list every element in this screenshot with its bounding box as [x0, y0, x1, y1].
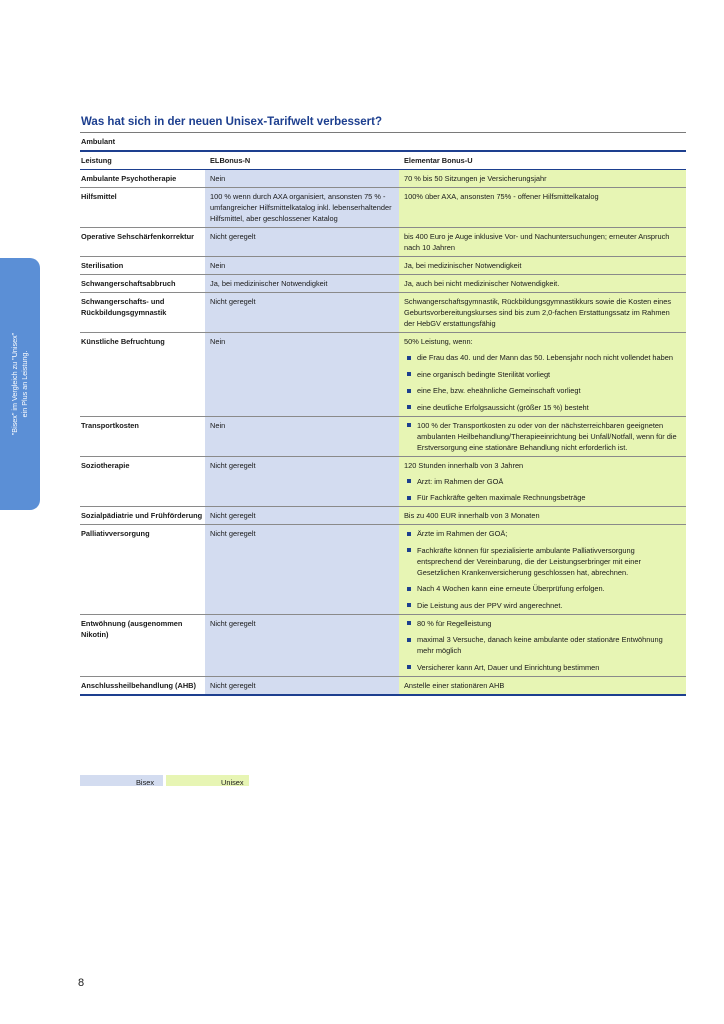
unisex-cell	[399, 333, 686, 416]
unisex-cell	[399, 615, 686, 676]
unisex-lead-text: 50% Leistung, wenn:	[404, 337, 473, 346]
leistung-cell: Ambulante Psychotherapie	[80, 170, 205, 187]
bullet-item: Nach 4 Wochen kann eine erneute Überprüfung erfolgen.	[404, 583, 681, 594]
unisex-bullet-list	[404, 618, 681, 673]
table-row	[80, 677, 686, 696]
bullet-item: maximal 3 Versuche, danach keine ambulante oder stationäre Entwöhnung mehr möglich	[404, 634, 681, 656]
unisex-cell	[399, 525, 686, 614]
legend-label-bisex: Bisex	[136, 778, 155, 787]
table-row	[80, 228, 686, 257]
unisex-bullet-list	[404, 476, 681, 504]
side-tab-line-1: "Bisex" im Vergleich zu "Unisex"	[10, 332, 19, 436]
unisex-cell: Schwangerschaftsgymnastik, Rückbildungsgymnastikkurs sowie die Kosten eines Geburtsvorbereitungskurses sind bis zum 2,0-fachen Erstattungssatz im Rahmen der HebGV erstattungsfähig	[399, 293, 686, 332]
bisex-cell: Nein	[205, 170, 399, 187]
leistung-cell: Sterilisation	[80, 257, 205, 274]
bisex-cell: Nein	[205, 333, 399, 416]
column-header-leistung: Leistung	[80, 152, 205, 169]
page-number: 8	[78, 977, 85, 989]
bisex-cell: Nicht geregelt	[205, 228, 399, 256]
leistung-cell: Schwangerschafts- und Rückbildungsgymnastik	[80, 293, 205, 332]
leistung-cell: Künstliche Befruchtung	[80, 333, 205, 416]
bisex-cell: 100 % wenn durch AXA organisiert, ansonsten 75 % - umfangreicher Hilfsmittelkatalog inkl. lebenserhaltender Hilfsmittel, aber geschlossener Katalog	[205, 188, 399, 227]
bisex-cell: Nicht geregelt	[205, 457, 399, 507]
bisex-cell: Nein	[205, 257, 399, 274]
table-row	[80, 525, 686, 615]
unisex-cell: 100% über AXA, ansonsten 75% - offener Hilfsmittelkatalog	[399, 188, 686, 227]
column-header-unisex: Elementar Bonus-U	[399, 152, 686, 169]
leistung-cell: Transportkosten	[80, 417, 205, 456]
leistung-cell: Entwöhnung (ausgenommen Nikotin)	[80, 615, 205, 676]
bullet-item: Arzt: im Rahmen der GOÄ	[404, 476, 681, 487]
leistung-cell: Soziotherapie	[80, 457, 205, 507]
unisex-cell: Ja, bei medizinischer Notwendigkeit	[399, 257, 686, 274]
table-row	[80, 507, 686, 525]
unisex-cell: Ja, auch bei nicht medizinischer Notwendigkeit.	[399, 275, 686, 292]
table-row	[80, 615, 686, 677]
side-tab-line-2: ein Plus an Leistung.	[20, 350, 29, 418]
table-row	[80, 417, 686, 457]
bullet-item: Für Fachkräfte gelten maximale Rechnungsbeträge	[404, 492, 681, 503]
title-divider	[80, 132, 686, 133]
table-row	[80, 188, 686, 228]
bisex-cell: Nicht geregelt	[205, 507, 399, 524]
bullet-item: 100 % der Transportkosten zu oder von der nächsterreichbaren geeigneten ambulanten Heilbehandlung/Therapieeinrichtung bei Unfall/Notfall, wenn für die Erstversorgung eine stationäre Behandlung nicht erforderlich ist.	[404, 420, 681, 453]
bisex-cell: Nicht geregelt	[205, 525, 399, 614]
table-row	[80, 275, 686, 293]
bisex-cell: Nicht geregelt	[205, 615, 399, 676]
bullet-item: Fachkräfte können für spezialisierte ambulante Palliativversorgung entsprechend der Vereinbarung, die der Leistungserbringer mit einer Gesetzlichen Krankenversicherung geschlossen hat, abrechnen.	[404, 545, 681, 578]
bisex-cell: Nein	[205, 417, 399, 456]
bullet-item: Ärzte im Rahmen der GOÄ;	[404, 528, 681, 539]
bullet-item: Die Leistung aus der PPV wird angerechnet.	[404, 600, 681, 611]
comparison-table	[80, 150, 686, 696]
bisex-cell: Nicht geregelt	[205, 293, 399, 332]
bullet-item: eine organisch bedingte Sterilität vorliegt	[404, 369, 681, 380]
bisex-cell: Nicht geregelt	[205, 677, 399, 694]
page-title: Was hat sich in der neuen Unisex-Tarifwelt verbessert?	[81, 116, 383, 128]
table-header-row	[80, 150, 686, 170]
unisex-cell: Bis zu 400 EUR innerhalb von 3 Monaten	[399, 507, 686, 524]
unisex-cell	[399, 417, 686, 456]
unisex-cell	[399, 457, 686, 507]
table-row	[80, 457, 686, 508]
table-body	[80, 170, 686, 696]
bisex-cell: Ja, bei medizinischer Notwendigkeit	[205, 275, 399, 292]
unisex-cell: 70 % bis 50 Sitzungen je Versicherungsjahr	[399, 170, 686, 187]
table-row	[80, 257, 686, 275]
bullet-item: eine deutliche Erfolgsaussicht (größer 15 %) besteht	[404, 402, 681, 413]
leistung-cell: Palliativversorgung	[80, 525, 205, 614]
table-row	[80, 170, 686, 188]
unisex-bullet-list	[404, 420, 681, 453]
unisex-bullet-list	[404, 352, 681, 413]
unisex-bullet-list	[404, 528, 681, 611]
leistung-cell: Sozialpädiatrie und Frühförderung	[80, 507, 205, 524]
leistung-cell: Hilfsmittel	[80, 188, 205, 227]
bullet-item: eine Ehe, bzw. eheähnliche Gemeinschaft vorliegt	[404, 385, 681, 396]
leistung-cell: Operative Sehschärfenkorrektur	[80, 228, 205, 256]
unisex-cell: bis 400 Euro je Auge inklusive Vor- und Nachuntersuchungen; erneuter Anspruch nach 10 Jahren	[399, 228, 686, 256]
section-heading: Ambulant	[81, 137, 116, 146]
table-row	[80, 293, 686, 333]
unisex-cell: Anstelle einer stationären AHB	[399, 677, 686, 694]
table-row	[80, 333, 686, 417]
bullet-item: die Frau das 40. und der Mann das 50. Lebensjahr noch nicht vollendet haben	[404, 352, 681, 363]
column-header-bisex: ELBonus-N	[205, 152, 399, 169]
leistung-cell: Schwangerschaftsabbruch	[80, 275, 205, 292]
bullet-item: Versicherer kann Art, Dauer und Einrichtung bestimmen	[404, 662, 681, 673]
bullet-item: 80 % für Regelleistung	[404, 618, 681, 629]
leistung-cell: Anschlussheilbehandlung (AHB)	[80, 677, 205, 694]
side-tab-text	[10, 333, 30, 435]
unisex-lead-text: 120 Stunden innerhalb von 3 Jahren	[404, 460, 524, 470]
legend-label-unisex: Unisex	[221, 778, 244, 787]
